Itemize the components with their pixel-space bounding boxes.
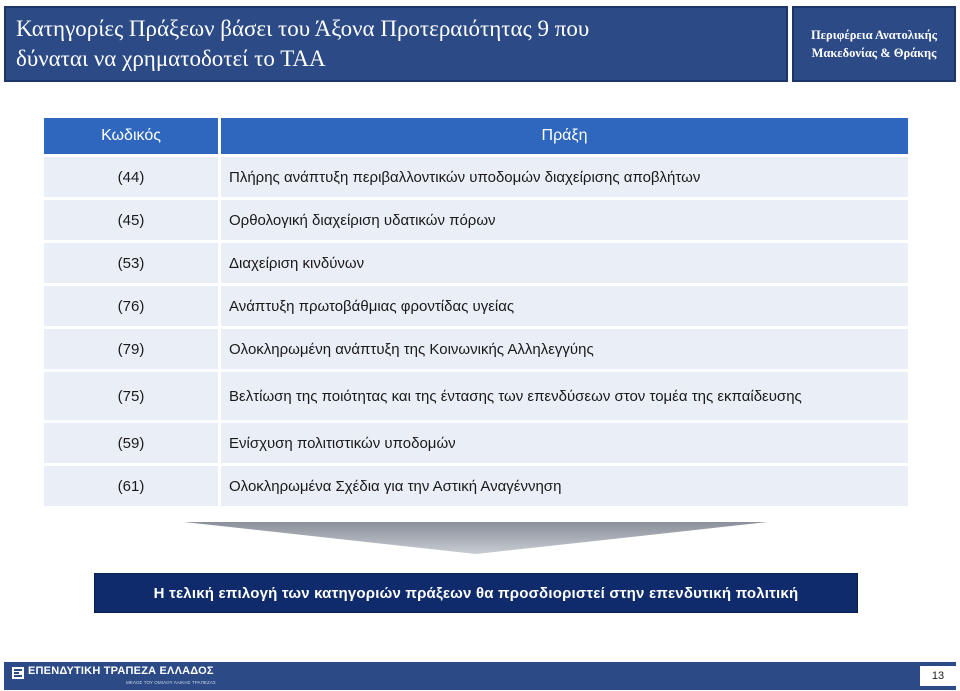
table-row (44, 200, 908, 240)
region-name (811, 26, 937, 62)
table-row (44, 286, 908, 326)
row-action: Διαχείριση κινδύνων (221, 243, 908, 283)
table-row (44, 157, 908, 197)
row-action: Πλήρης ανάπτυξη περιβαλλοντικών υποδομών διαχείρισης αποβλήτων (221, 157, 908, 197)
header-code: Κωδικός (44, 118, 218, 154)
slide-title (16, 14, 776, 74)
actions-table (44, 118, 908, 509)
row-action: Ανάπτυξη πρωτοβάθμιας φροντίδας υγείας (221, 286, 908, 326)
row-code: (44) (44, 157, 218, 197)
table-row (44, 372, 908, 420)
row-code: (45) (44, 200, 218, 240)
row-code: (53) (44, 243, 218, 283)
region-box (792, 6, 956, 82)
down-arrow-shape (184, 522, 768, 554)
row-action: Ορθολογική διαχείριση υδατικών πόρων (221, 200, 908, 240)
row-code: (79) (44, 329, 218, 369)
row-code: (75) (44, 372, 218, 420)
page-number: 13 (920, 666, 956, 686)
table-row (44, 423, 908, 463)
row-action: Βελτίωση της ποιότητας και της έντασης των επενδύσεων στον τομέα της εκπαίδευσης (221, 372, 908, 420)
title-line-2: δύναται να χρηματοδοτεί το ΤΑΑ (16, 46, 326, 71)
row-code: (76) (44, 286, 218, 326)
bank-motto: ΜΕΛΟΣ ΤΟΥ ΟΜΙΛΟΥ ΛΑΙΚΗΣ ΤΡΑΠΕΖΑΣ (126, 680, 216, 685)
conclusion-box (94, 573, 858, 613)
region-line-2: Μακεδονίας & Θράκης (811, 46, 937, 60)
title-line-1: Κατηγορίες Πράξεων βάσει του Άξονα Προτεραιότητας 9 που (16, 16, 590, 41)
table-row (44, 243, 908, 283)
title-box (4, 6, 788, 82)
header-action: Πράξη (221, 118, 908, 154)
table-row (44, 329, 908, 369)
bank-logo-icon (12, 667, 24, 679)
row-code: (61) (44, 466, 218, 506)
table-header-row (44, 118, 908, 154)
row-action: Ολοκληρωμένα Σχέδια για την Αστική Αναγέννηση (221, 466, 908, 506)
slide-header (0, 0, 960, 86)
table-row (44, 466, 908, 506)
bank-name: ΕΠΕΝΔΥΤΙΚΗ ΤΡΑΠΕΖΑ ΕΛΛΑΔΟΣ (28, 665, 214, 677)
row-action: Ενίσχυση πολιτιστικών υποδομών (221, 423, 908, 463)
row-action: Ολοκληρωμένη ανάπτυξη της Κοινωνικής Αλληλεγγύης (221, 329, 908, 369)
region-line-1: Περιφέρεια Ανατολικής (810, 28, 938, 42)
slide-footer (4, 662, 956, 690)
conclusion-text: Η τελική επιλογή των κατηγοριών πράξεων θα προσδιοριστεί στην επενδυτική πολιτική (153, 584, 799, 602)
row-code: (59) (44, 423, 218, 463)
